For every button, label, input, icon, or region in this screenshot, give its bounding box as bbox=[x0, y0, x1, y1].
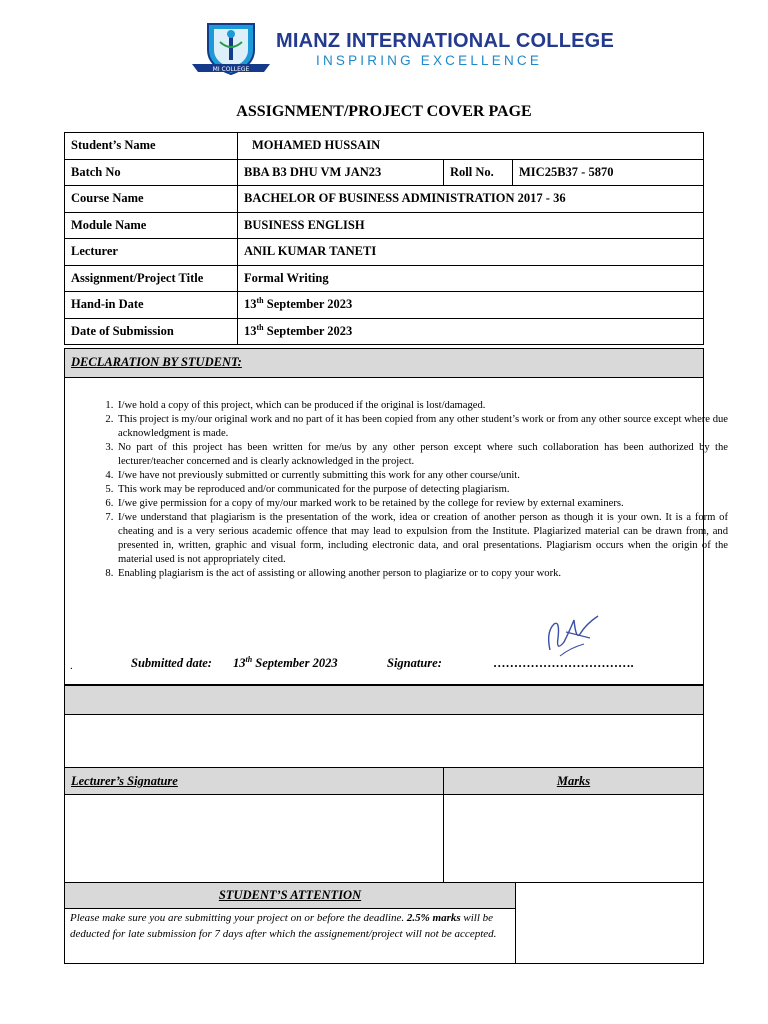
marks-box bbox=[443, 794, 704, 883]
submitted-date-label: Submitted date: bbox=[131, 656, 212, 670]
project-title-label: Assignment/Project Title bbox=[65, 265, 238, 292]
module-value: BUSINESS ENGLISH bbox=[238, 212, 704, 239]
roll-label: Roll No. bbox=[444, 159, 513, 186]
signature-label: Signature: bbox=[387, 656, 442, 670]
table-row bbox=[65, 133, 704, 160]
attention-header bbox=[64, 882, 516, 909]
batch-label: Batch No bbox=[65, 159, 238, 186]
declaration-heading: DECLARATION BY STUDENT: bbox=[71, 355, 242, 369]
list-item: 7. I/we understand that plagiarism is the presentation of the work, idea or creation of another person as though it is your own. It is a form of cheating and is a very serious academic offence that may lead to expulsion from the Institute. Plagiarized material can be drawn from, and presented in, written, graphic and visual form, including electronic data, and oral presentations. Plagiarism occurs when the origin of the material used is not appropriately cited. bbox=[116, 511, 728, 567]
list-item: 8. Enabling plagiarism is the act of assisting or allowing another person to plagiarize or to copy your work. bbox=[116, 567, 728, 581]
table-row bbox=[65, 292, 704, 319]
submission-date-label: Date of Submission bbox=[65, 318, 238, 345]
lecturer-value: ANIL KUMAR TANETI bbox=[238, 239, 704, 266]
project-title-value: Formal Writing bbox=[238, 265, 704, 292]
declaration-header bbox=[64, 348, 704, 378]
table-row bbox=[65, 159, 704, 186]
lecturer-signature-header bbox=[64, 767, 444, 795]
logo-banner-text: MI COLLEGE bbox=[212, 66, 250, 73]
table-row bbox=[65, 318, 704, 345]
declaration-list bbox=[88, 399, 728, 581]
submission-date-value: 13th September 2023 bbox=[238, 318, 704, 345]
list-item: 1. I/we hold a copy of this project, which can be produced if the original is lost/damaged. bbox=[116, 399, 728, 413]
course-label: Course Name bbox=[65, 186, 238, 213]
student-signature-image bbox=[540, 612, 602, 662]
handin-date-label: Hand-in Date bbox=[65, 292, 238, 319]
list-item: 6. I/we give permission for a copy of my/our marked work to be retained by the college for review by external examiners. bbox=[116, 497, 728, 511]
student-info-table bbox=[64, 132, 704, 345]
marks-header bbox=[443, 767, 704, 795]
college-tagline: INSPIRING EXCELLENCE bbox=[316, 53, 543, 68]
roll-value: MIC25B37 - 5870 bbox=[513, 159, 704, 186]
list-item: 3. No part of this project has been written for me/us by any other person except where such collaboration has been authorized by the lecturer/teacher concerned and is clearly acknowledged in the project. bbox=[116, 441, 728, 469]
table-row bbox=[65, 212, 704, 239]
list-item: 2. This project is my/our original work and no part of it has been copied from any other student’s work or from any other source except where due acknowledgment is made. bbox=[116, 413, 728, 441]
separator-bar bbox=[64, 685, 704, 715]
dot-marker: . bbox=[70, 660, 73, 672]
batch-value: BBA B3 DHU VM JAN23 bbox=[238, 159, 444, 186]
submitted-date-value: 13th September 2023 bbox=[233, 654, 338, 670]
list-item: 5. This work may be reproduced and/or communicated for the purpose of detecting plagiarism. bbox=[116, 483, 728, 497]
attention-side-box bbox=[515, 882, 704, 964]
module-label: Module Name bbox=[65, 212, 238, 239]
page-title: ASSIGNMENT/PROJECT COVER PAGE bbox=[236, 103, 532, 120]
college-logo bbox=[190, 20, 272, 78]
attention-text: Please make sure you are submitting your project on or before the deadline. 2.5% marks will be deducted for late submission for 7 days after which the assignement/project will not be accepted. bbox=[70, 912, 497, 940]
lecturer-signature-box bbox=[64, 794, 444, 883]
list-item: 4. I/we have not previously submitted or currently submitting this work for any other course/unit. bbox=[116, 469, 728, 483]
handin-date-value: 13th September 2023 bbox=[238, 292, 704, 319]
lecturer-signature-label: Lecturer’s Signature bbox=[71, 774, 178, 788]
table-row bbox=[65, 239, 704, 266]
course-value: BACHELOR OF BUSINESS ADMINISTRATION 2017 - 36 bbox=[238, 186, 704, 213]
signature-line: ……………………………. bbox=[493, 656, 634, 670]
lecturer-label: Lecturer bbox=[65, 239, 238, 266]
college-name: MIANZ INTERNATIONAL COLLEGE bbox=[276, 30, 614, 52]
table-row bbox=[65, 186, 704, 213]
attention-heading: STUDENT’S ATTENTION bbox=[218, 888, 362, 902]
student-name-label: Student’s Name bbox=[65, 133, 238, 160]
table-row bbox=[65, 265, 704, 292]
marks-label: Marks bbox=[556, 774, 591, 788]
student-name-value: MOHAMED HUSSAIN bbox=[238, 133, 704, 160]
blank-row bbox=[64, 714, 704, 768]
